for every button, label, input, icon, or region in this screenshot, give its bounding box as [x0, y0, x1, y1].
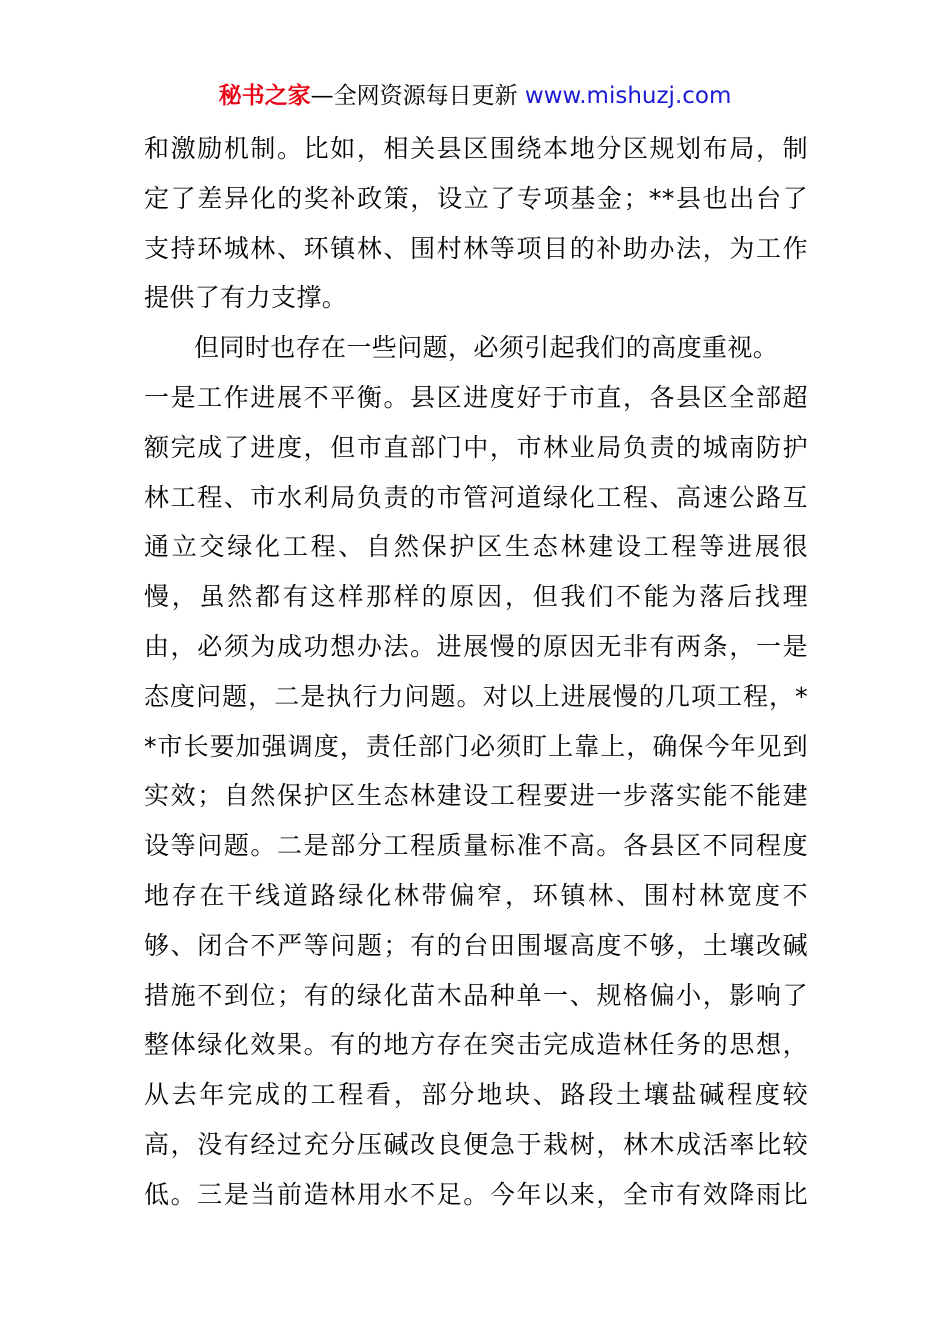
header-tagline: —全网资源每日更新 — [310, 83, 518, 109]
text-line: 从去年完成的工程看，部分地块、路段土壤盐碱程度较 — [144, 1080, 808, 1110]
text-line: 定了差异化的奖补政策，设立了专项基金；**县也出台了 — [144, 183, 808, 213]
page-header — [0, 80, 950, 112]
text-line: 支持环城林、环镇林、围村林等项目的补助办法，为工作 — [144, 233, 808, 263]
text-line: 够、闭合不严等问题；有的台田围堰高度不够，土壤改碱 — [144, 930, 808, 960]
brand-name: 秘书之家 — [218, 83, 311, 109]
text-line: 地存在干线道路绿化林带偏窄，环镇林、围村林宽度不 — [144, 880, 808, 910]
paragraph-first-line: 但同时也存在一些问题，必须引起我们的高度重视。 — [194, 333, 779, 363]
text-line: 额完成了进度，但市直部门中，市林业局负责的城南防护 — [144, 432, 808, 462]
text-line: 慢，虽然都有这样那样的原因，但我们不能为落后找理 — [144, 582, 808, 612]
text-line: 和激励机制。比如，相关县区围绕本地分区规划布局，制 — [144, 134, 808, 163]
text-line: 一是工作进展不平衡。县区进度好于市直，各县区全部超 — [144, 382, 808, 412]
text-line: 实效；自然保护区生态林建设工程要进一步落实能不能建 — [144, 781, 808, 811]
text-line: 高，没有经过充分压碱改良便急于栽树，林木成活率比较 — [144, 1129, 808, 1159]
document-body — [144, 124, 808, 1220]
text-line: 通立交绿化工程、自然保护区生态林建设工程等进展很 — [144, 532, 808, 562]
text-line: *市长要加强调度，责任部门必须盯上靠上，确保今年见到 — [144, 731, 808, 761]
text-line: 态度问题，二是执行力问题。对以上进展慢的几项工程，* — [144, 681, 808, 711]
text-line: 由，必须为成功想办法。进展慢的原因无非有两条，一是 — [144, 631, 808, 661]
text-line: 设等问题。二是部分工程质量标准不高。各县区不同程度 — [144, 831, 808, 861]
site-url-link[interactable]: www.mishuzj.com — [524, 83, 732, 109]
text-line: 林工程、市水利局负责的市管河道绿化工程、高速公路互 — [144, 482, 808, 512]
text-line: 低。三是当前造林用水不足。今年以来，全市有效降雨比 — [144, 1179, 808, 1209]
text-line: 提供了有力支撑。 — [144, 283, 348, 313]
text-line: 措施不到位；有的绿化苗木品种单一、规格偏小，影响了 — [144, 980, 808, 1010]
text-line: 整体绿化效果。有的地方存在突击完成造林任务的思想， — [144, 1030, 808, 1060]
